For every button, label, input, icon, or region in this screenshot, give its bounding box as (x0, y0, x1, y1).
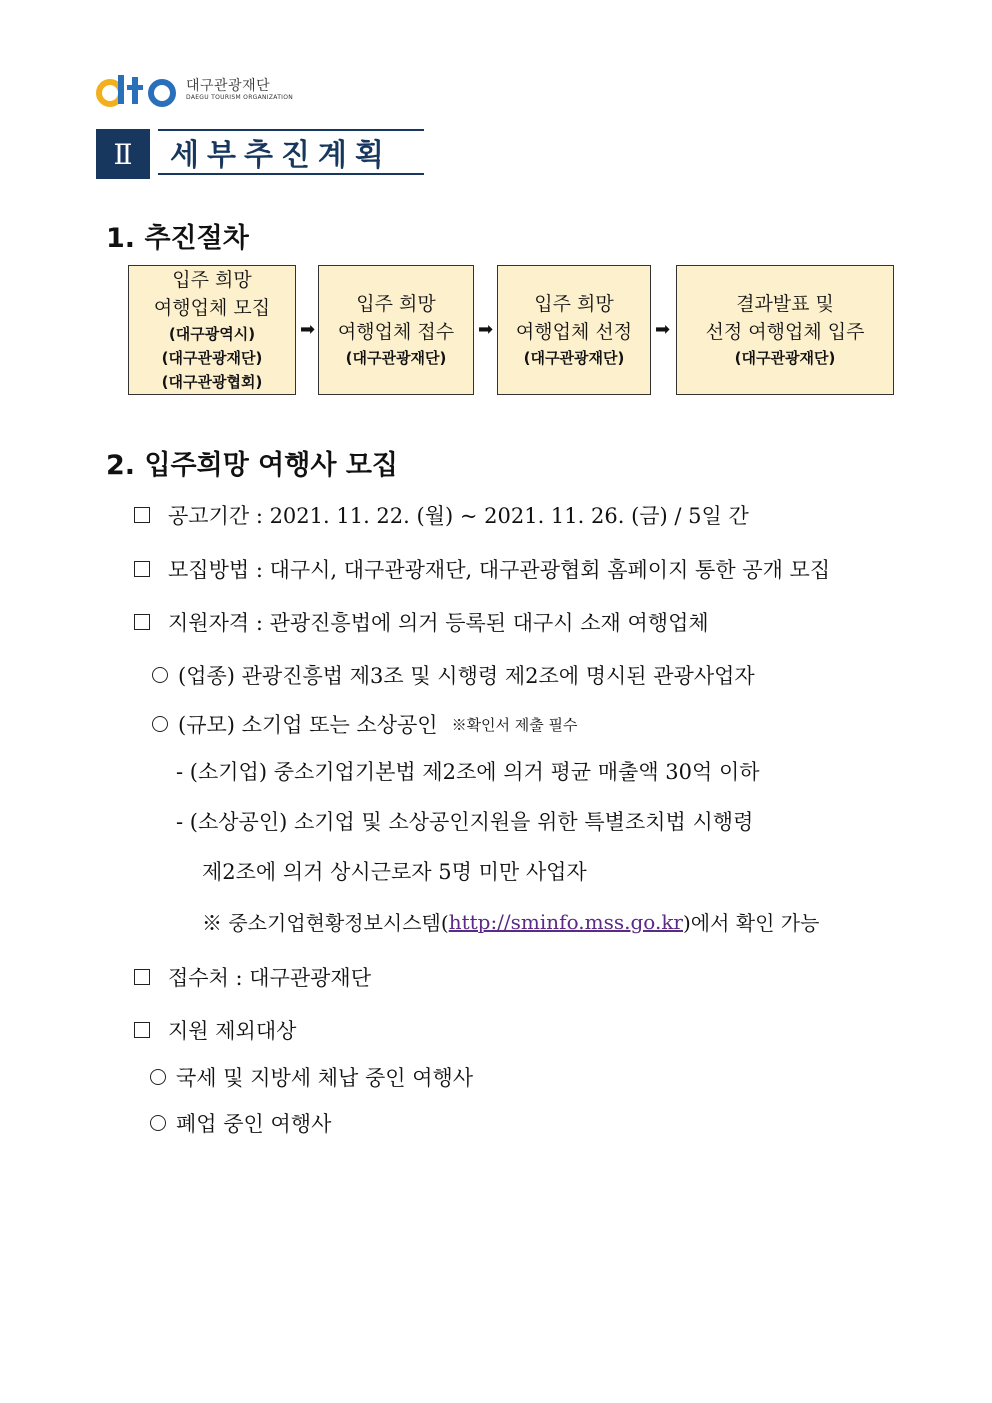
scale-note: ※확인서 제출 필수 (451, 715, 578, 734)
heading-procedure: 1. 추진절차 (106, 223, 249, 254)
logo (96, 70, 293, 110)
flow-box-receive: 입주 희망 여행업체 접수 (대구관광재단) (318, 265, 474, 395)
checkbox-square-icon (134, 507, 150, 523)
heading-recruitment: 2. 입주희망 여행사 모집 (106, 450, 398, 481)
list-item-reception: 접수처 : 대구관광재단 (134, 962, 371, 992)
flow-arrow-icon: ➡ (655, 319, 671, 340)
dto-logo-mark (96, 73, 180, 107)
flow-arrow-icon: ➡ (478, 319, 494, 340)
section-title: 세부추진계획 (158, 129, 424, 175)
list-item-micro-biz-cont: 제2조에 의거 상시근로자 5명 미만 사업자 (202, 860, 587, 884)
list-item-qualification: 지원자격 : 관광진흥법에 의거 등록된 대구시 소재 여행업체 (134, 607, 709, 637)
list-item-scale: (규모) 소기업 또는 소상공인 ※확인서 제출 필수 (152, 709, 578, 739)
flow-box-recruit: 입주 희망 여행업체 모집 (대구광역시) (대구관광재단) (대구관광협회) (128, 265, 296, 395)
checkbox-square-icon (134, 1022, 150, 1038)
section-numeral: Ⅱ (96, 129, 150, 179)
circle-bullet-icon (152, 716, 168, 732)
circle-bullet-icon (150, 1115, 166, 1131)
flow-box-result: 결과발표 및 선정 여행업체 입주 (대구관광재단) (676, 265, 894, 395)
list-item-exclusion: 국세 및 지방세 체납 중인 여행사 (150, 1062, 473, 1092)
flow-box-select: 입주 희망 여행업체 선정 (대구관광재단) (497, 265, 651, 395)
logo-name-kr: 대구관광재단 (186, 78, 271, 94)
list-item-period: 공고기간 : 2021. 11. 22. (월) ~ 2021. 11. 26. (금) / 5일 간 (134, 500, 749, 530)
list-item-small-biz: - (소기업) 중소기업기본법 제2조에 의거 평균 매출액 30억 이하 (176, 760, 760, 784)
list-item-method: 모집방법 : 대구시, 대구관광재단, 대구관광협회 홈페이지 통한 공개 모집 (134, 554, 830, 584)
logo-name-en: DAEGU TOURISM ORGANIZATION (186, 94, 294, 101)
flow-arrow-icon: ➡ (300, 319, 316, 340)
list-item-exclusion: 폐업 중인 여행사 (150, 1108, 331, 1138)
checkbox-square-icon (134, 969, 150, 985)
list-item-industry: (업종) 관광진흥법 제3조 및 시행령 제2조에 명시된 관광사업자 (152, 660, 755, 690)
sminfo-link[interactable]: http://sminfo.mss.go.kr (448, 909, 683, 934)
list-item-micro-biz: - (소상공인) 소기업 및 소상공인지원을 위한 특별조치법 시행령 (176, 810, 754, 834)
checkbox-square-icon (134, 561, 150, 577)
circle-bullet-icon (152, 667, 168, 683)
circle-bullet-icon (150, 1069, 166, 1085)
list-item-exclusion-title: 지원 제외대상 (134, 1015, 296, 1045)
check-note: ※ 중소기업현황정보시스템( http://sminfo.mss.go.kr )에서 확인 가능 (202, 909, 820, 935)
checkbox-square-icon (134, 614, 150, 630)
